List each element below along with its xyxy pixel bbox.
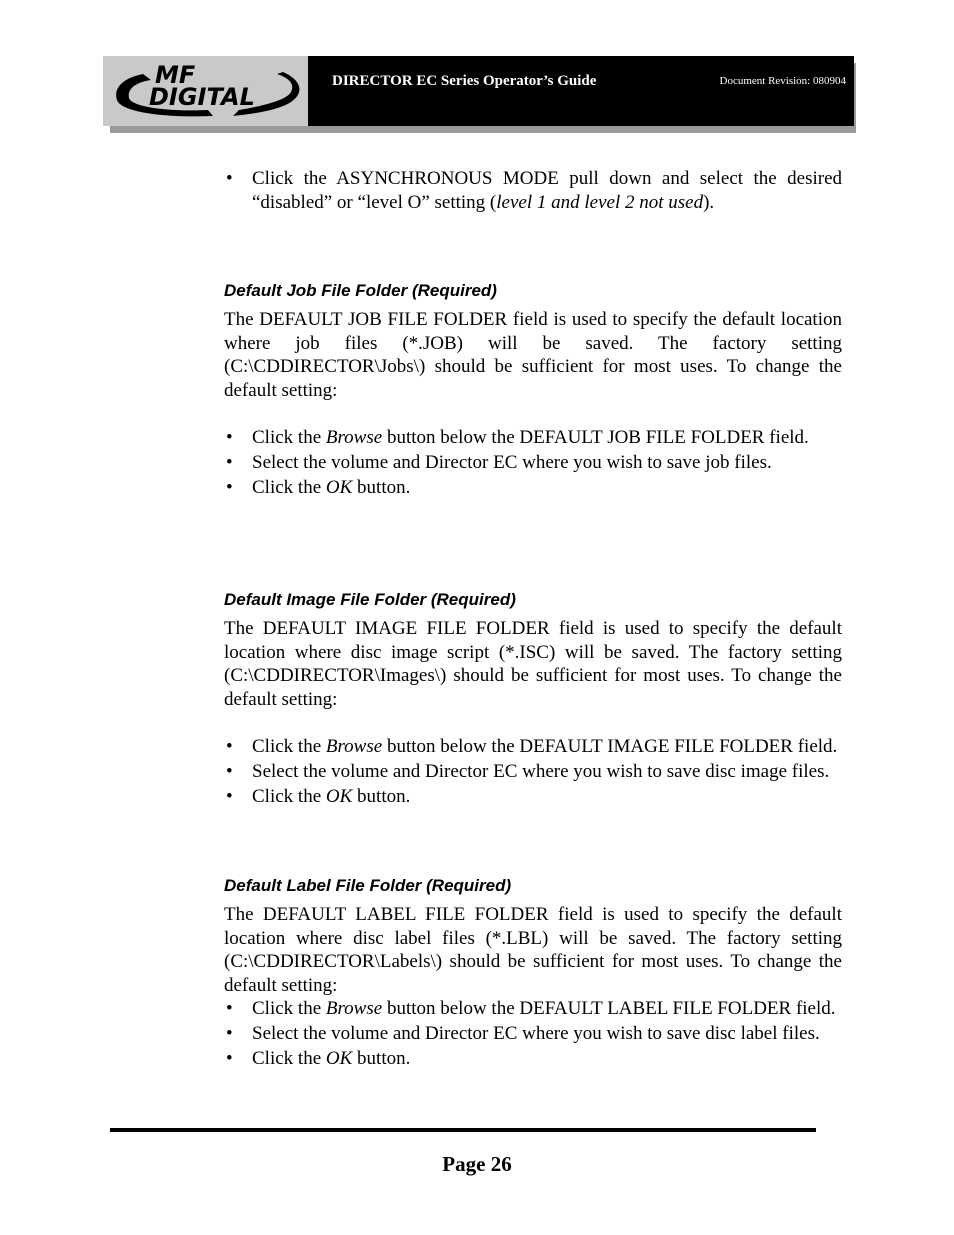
image-bullet-list (224, 735, 842, 808)
label-bullet-list (224, 997, 842, 1070)
list-item: • Click the Browse button below the DEFAULT IMAGE FILE FOLDER field. (224, 735, 842, 759)
image-folder-section (224, 589, 842, 809)
section-heading-image: Default Image File Folder (Required) (224, 590, 516, 609)
svg-text:DIGITAL: DIGITAL (149, 83, 255, 111)
label-folder-section (224, 875, 842, 1071)
job-bullet-list (224, 426, 842, 499)
page-number: Page 26 (442, 1152, 512, 1176)
list-item: • Click the ASYNCHRONOUS MODE pull down and select the desired “disabled” or “level O” setting (level 1 and level 2 not used). (224, 167, 842, 214)
list-item: • Select the volume and Director EC where you wish to save disc label files. (224, 1022, 842, 1046)
page-header (103, 56, 854, 126)
intro-bullet-list (224, 167, 842, 214)
job-paragraph: The DEFAULT JOB FILE FOLDER field is used to specify the default location where job files (*.JOB) will be saved. The factory setting (C:\CDDIRECTOR\Jobs\) should be sufficient for most uses. To change the default setting: (224, 309, 842, 401)
svg-text:MF: MF (155, 61, 196, 89)
document-title: DIRECTOR EC Series Operator’s Guide (332, 73, 597, 89)
footer-rule (110, 1128, 816, 1132)
mf-digital-logo (103, 56, 308, 126)
label-paragraph: The DEFAULT LABEL FILE FOLDER field is used to specify the default location where disc label files (*.LBL) will be saved. The factory setting (C:\CDDIRECTOR\Labels\) should be sufficient for most uses. To change the default setting: (224, 904, 842, 996)
image-paragraph: The DEFAULT IMAGE FILE FOLDER field is used to specify the default location where disc image script (*.ISC) will be saved. The factory setting (C:\CDDIRECTOR\Images\) should be sufficient for most uses. To change the default setting: (224, 618, 842, 710)
list-item: • Select the volume and Director EC where you wish to save disc image files. (224, 760, 842, 784)
list-item: • Click the Browse button below the DEFAULT LABEL FILE FOLDER field. (224, 997, 842, 1021)
section-heading-label: Default Label File Folder (Required) (224, 876, 512, 895)
list-item: • Select the volume and Director EC where you wish to save job files. (224, 451, 842, 475)
list-item: • Click the OK button. (224, 476, 842, 500)
list-item: • Click the OK button. (224, 1047, 842, 1071)
intro-section (224, 167, 842, 215)
list-item: • Click the OK button. (224, 785, 842, 809)
job-folder-section (224, 280, 842, 500)
document-revision: Document Revision: 080904 (719, 75, 846, 87)
list-item: • Click the Browse button below the DEFAULT JOB FILE FOLDER field. (224, 426, 842, 450)
section-heading-job: Default Job File Folder (Required) (224, 281, 497, 300)
